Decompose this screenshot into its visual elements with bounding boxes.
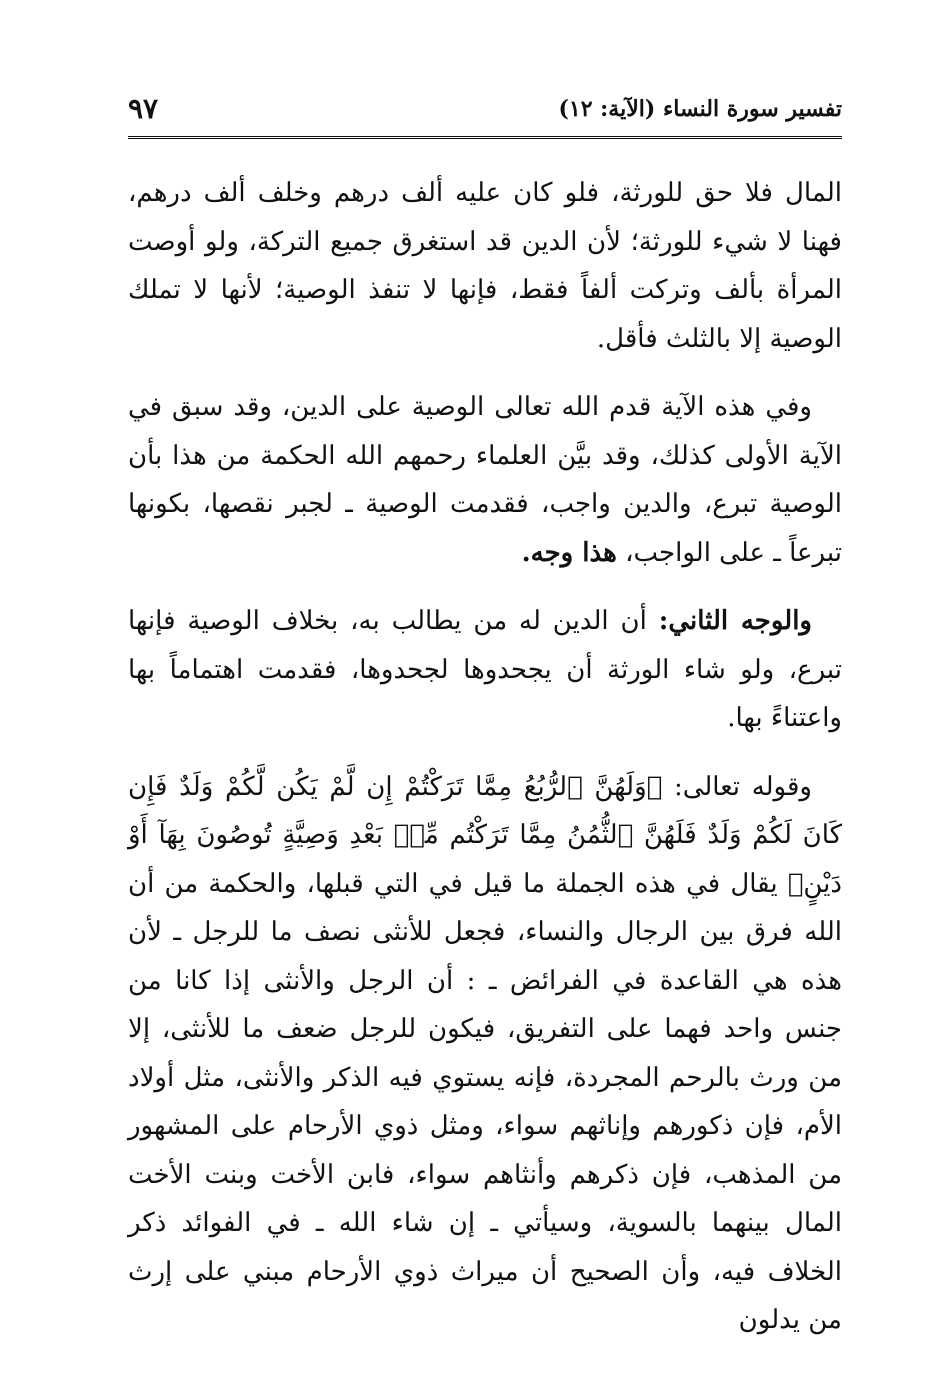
page-number: ٩٧ — [128, 92, 159, 125]
body-text — [128, 169, 842, 1345]
paragraph-text: وفي هذه الآية قدم الله تعالى الوصية على الدين، وقد سبق في الآية الأولى كذلك، وقد بيَّن العلماء رحمهم الله الحكمة من هذا بأن الوصية تبرع، والدين واجب، فقدمت الوصية ـ لجبر نقصها، بكونها تبرعاً ـ على الواجب، — [128, 392, 842, 568]
quran-verse: ﴿وَلَهُنَّ ٱلرُّبُعُ مِمَّا تَرَكْتُمْ إِن لَّمْ يَكُن لَّكُمْ وَلَدٌ فَإِن كَانَ لَكُمْ وَلَدٌ فَلَهُنَّ ٱلثُّمُنُ مِمَّا تَرَكْتُم مِّنۢ بَعْدِ وَصِيَّةٍ تُوصُونَ بِهَآ أَوْ دَيْنٍ﴾ — [128, 771, 842, 899]
emphasis-text: والوجه الثاني: — [658, 606, 812, 636]
paragraph-text: أن الدين له من يطالب به، بخلاف الوصية فإنها تبرع، ولو شاء الورثة أن يجحدوها لجحدوها، فقدمت اهتماماً بها واعتناءً بها. — [128, 606, 842, 733]
paragraph-text: المال فلا حق للورثة، فلو كان عليه ألف درهم وخلف ألف درهم، فهنا لا شيء للورثة؛ لأن الدين قد استغرق جميع التركة، ولو أوصت المرأة بألف وتركت ألفاً فقط، فإنها لا تنفذ الوصية؛ لأنها لا تملك الوصية إلا بالثلث فأقل. — [128, 178, 842, 354]
running-title: تفسير سورة النساء (الآية: ١٢) — [558, 96, 842, 122]
paragraph-1 — [128, 169, 842, 363]
emphasis-text: هذا وجه. — [521, 537, 617, 568]
book-page — [128, 90, 842, 1350]
paragraph-2 — [128, 383, 842, 577]
paragraph-4 — [128, 763, 842, 1345]
paragraph-3 — [128, 597, 842, 743]
running-header — [128, 90, 842, 139]
paragraph-text: وقوله تعالى: — [662, 771, 812, 802]
paragraph-text: يقال في هذه الجملة ما قيل في التي قبلها، والحكمة من أن الله فرق بين الرجال والنساء، فجعل للأنثى نصف ما للرجل ـ لأن هذه هي القاعدة في الفرائض ـ : أن الرجل والأنثى إذا كانا من جنس واحد فهما على التفريق، فيكون للرجل ضعف ما للأنثى، إلا من ورث بالرحم المجردة، فإنه يستوي فيه الذكر والأنثى، مثل أولاد الأم، فإن ذكورهم وإناثهم سواء، ومثل ذوي الأرحام على المشهور من المذهب، فإن ذكرهم وأنثاهم سواء، فابن الأخت وبنت الأخت المال بينهما بالسوية، وسيأتي ـ إن شاء الله ـ في الفوائد ذكر الخلاف فيه، وأن الصحيح أن ميراث ذوي الأرحام مبني على إرث من يدلون — [128, 868, 842, 1335]
